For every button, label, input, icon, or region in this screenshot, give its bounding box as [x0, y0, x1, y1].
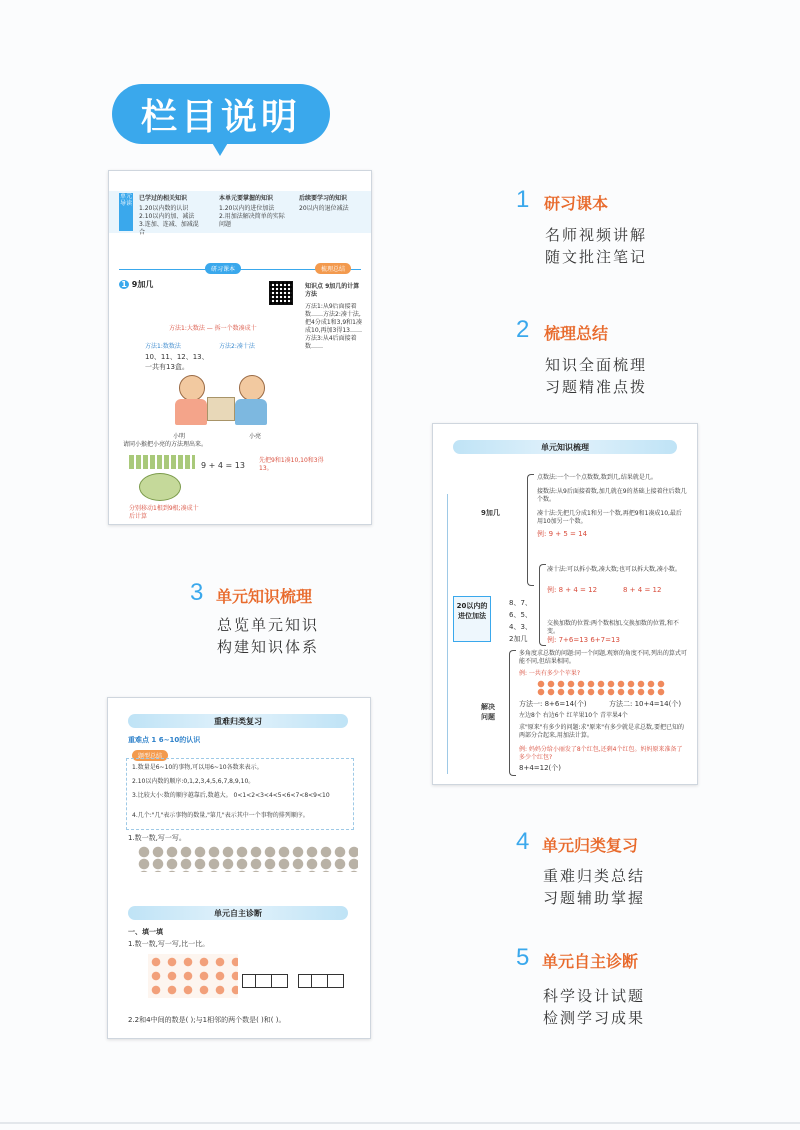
branch1-eq: 例: 9 + 5 = 14	[537, 530, 588, 538]
diagnosis-question-1: 1.数一数,写一写,比一比。	[128, 940, 210, 948]
preview-mindmap-page	[432, 423, 698, 785]
review-header: 重难归类复习	[128, 714, 348, 728]
feature-5-number: 5	[516, 944, 530, 971]
branch3-text-a: 多角度求总数的问题:同一个问题,观察的角度不同,列出的算式可能不同,但结果相同。	[519, 650, 687, 666]
feature-1-line-2: 随文批注笔记	[545, 248, 648, 266]
branch3-text-b: 求"原来"有多少的问题:求"原来"有多少就是求总数,要把已知的两部分合起来,用加法计算。	[519, 724, 684, 740]
mindmap-center: 20以内的进位加法	[453, 596, 491, 642]
calc-equation: 9 + 4 = 13	[201, 461, 245, 470]
feature-2-title: 梳理总结	[544, 324, 609, 343]
branch1-text-b: 接数法:从9后面接着数,加几就在9的基础上接着往后数几个数。	[537, 488, 687, 504]
feature-3-line-1: 总览单元知识	[217, 616, 320, 634]
preview-review-page	[107, 697, 371, 1039]
feature-3-number: 3	[190, 579, 204, 606]
method1: 方法1:数数法	[145, 343, 181, 350]
guide-col1-2: 2.10以内的加、减法	[139, 213, 195, 220]
lesson-heading	[119, 279, 153, 290]
compare-boxes-2	[298, 974, 344, 988]
branch2-eq-c: 例: 7+6=13 6+7=13	[547, 636, 620, 644]
branch2-text-b: 交换加数的位置:两个数相加,交换加数的位置,和不变。	[547, 620, 679, 636]
instruction: 请同小猴把小亮的方法理出来。	[123, 441, 208, 448]
branch3-eq-b: 例: 妈妈分给小丽发了8个红包,还剩4个红包。妈妈原来准备了多少个红包?	[519, 746, 683, 762]
counting-total: 一共有13盒。	[145, 363, 189, 371]
counters-illustration	[129, 455, 195, 469]
bracket-2	[539, 564, 546, 646]
bracket-3	[509, 650, 516, 776]
diagnosis-question-2: 2.2和4中间的数是( );与1相邻的两个数是( )和( )。	[128, 1016, 286, 1024]
review-item-2: 2.10以内数的顺序:0,1,2,3,4,5,6,7,8,9,10。	[132, 778, 255, 785]
tab-study: 研习课本	[205, 263, 241, 274]
feature-3-title: 单元知识梳理	[216, 587, 313, 606]
review-item-3: 3.比较大小:数的顺序越靠后,数越大。 0<1<2<3<4<5<6<7<8<9<10	[132, 792, 330, 799]
feature-4-title: 单元归类复习	[542, 836, 639, 855]
branch-others-3: 4、3、	[509, 623, 532, 631]
feature-3-line-2: 构建知识体系	[217, 638, 320, 656]
branch-others-4: 2加几	[509, 635, 528, 643]
kid-right-body	[235, 399, 267, 425]
guide-col3: 20以内的退位减法	[299, 205, 349, 212]
branch3-method2: 方法二: 10+4=14(个)	[609, 700, 682, 708]
guide-head-2: 本单元要掌握的知识	[219, 195, 274, 202]
counting-numbers: 10、11、12、13、	[145, 353, 209, 361]
guide-col2-2: 2.用加法解决简单的实际问题	[219, 213, 285, 229]
preview-study-page	[108, 170, 372, 525]
method-heading: 方法1:大数法 — 拆一个数凑成十	[169, 325, 257, 332]
branch-others-1: 8、7、	[509, 599, 532, 607]
feature-4-line-1: 重难归类总结	[543, 867, 646, 885]
guide-col1-1: 1.20以内数的认识	[139, 205, 189, 212]
left-rule	[447, 494, 448, 774]
feature-4-line-2: 习题辅助掌握	[543, 889, 646, 907]
review-question-1: 1.数一数,写一写。	[128, 834, 186, 842]
method2: 方法2:凑十法	[219, 343, 255, 350]
review-sub-tag: 题型总结	[132, 750, 168, 761]
feature-2-line-1: 知识全面梳理	[545, 356, 648, 374]
branch-solve: 解决问题	[481, 703, 495, 721]
guide-col1-3: 3.连加、连减、加减混合	[139, 221, 199, 237]
calc-note-bottom: 分别移动1根到9根;凑成十后计算	[129, 505, 199, 521]
feature-1-line-1: 名师视频讲解	[545, 226, 648, 244]
feature-4-number: 4	[516, 828, 530, 855]
calc-explanation: 先把9和1凑10,10和3得13。	[259, 457, 324, 473]
bottom-divider	[0, 1122, 800, 1124]
feature-1-title: 研习课本	[544, 194, 609, 213]
kid-right	[239, 375, 265, 401]
kid-left	[179, 375, 205, 401]
branch-others-2: 6、5、	[509, 611, 532, 619]
mindmap-header: 单元知识梳理	[453, 440, 677, 454]
branch-9plus: 9加几	[481, 509, 500, 517]
guide-col2-1: 1.20以内的进位加法	[219, 205, 275, 212]
review-item-1: 1.数量是6~10的事物,可以用6~10各数来表示。	[132, 764, 263, 771]
branch3-method-note: 左边8个 右边6个 红苹果10个 青苹果4个	[519, 712, 628, 719]
review-answer-boxes	[144, 878, 344, 888]
diagnosis-part: 一、填一填	[128, 928, 163, 936]
review-item-4: 4.几个:"几"表示事物的数量,"第几"表示其中一个事物的排列顺序。	[132, 812, 309, 819]
feature-1-number: 1	[516, 186, 530, 213]
feature-2-line-2: 习题精准点拨	[545, 378, 648, 396]
guide-side-label: 单元导读	[119, 193, 133, 231]
branch2-eq-b: 8 + 4 = 12	[623, 586, 662, 594]
branch1-text-c: 凑十法:先把几分成1和另一个数,再把9和1凑成10,最后用10加另一个数。	[537, 510, 682, 526]
caption-right: 小亮	[249, 433, 262, 440]
guide-head-1: 已学过的相关知识	[139, 195, 188, 202]
guide-head-3: 后续要学习的知识	[299, 195, 348, 202]
sea-illustration	[148, 954, 238, 998]
feature-5-line-1: 科学设计试题	[543, 987, 646, 1005]
page-title: 栏目说明	[140, 96, 301, 138]
branch3-eq-a: 例: 一共有多少个苹果?	[519, 670, 581, 677]
diagnosis-header: 单元自主诊断	[128, 906, 348, 920]
tab-summary: 梳理总结	[315, 263, 351, 274]
compare-boxes-1	[242, 974, 288, 988]
feature-5-line-2: 检测学习成果	[543, 1009, 646, 1027]
apples-row	[537, 680, 667, 696]
right-notes: 方法1:从9后面接着数……方法2:凑十法,把4分成1和3,9和1凑成10,再加3得13……方法3:从4后面接着数……	[305, 303, 362, 351]
title-bubble	[112, 84, 330, 144]
branch2-text-a: 凑十法:可以拆小数,凑大数;也可以拆大数,凑小数。	[547, 566, 681, 573]
qr-code-icon	[269, 281, 293, 305]
right-heading: 知识点 9加几的计算方法	[305, 283, 360, 299]
branch3-eq-c: 8+4=12(个)	[519, 764, 562, 772]
branch3-method1: 方法一: 8+6=14(个)	[519, 700, 587, 708]
box-stack	[207, 397, 235, 421]
review-images-row	[138, 846, 358, 872]
lesson-title: 9加几	[131, 280, 154, 289]
kid-left-body	[175, 399, 207, 425]
kids-illustration	[169, 371, 269, 431]
lesson-number-badge: 1	[119, 280, 129, 289]
branch1-text-a: 点数法:一个一个点数数,数到几,结果就是几。	[537, 474, 657, 481]
feature-5-title: 单元自主诊断	[542, 952, 639, 971]
review-point: 重难点 1 6~10的认识	[128, 736, 201, 744]
feature-2-number: 2	[516, 316, 530, 343]
bracket-1	[527, 474, 534, 586]
branch2-eq-a: 例: 8 + 4 = 12	[547, 586, 598, 594]
title-bubble-tail	[208, 136, 232, 156]
caption-left: 小明	[173, 433, 186, 440]
apples-illustration	[139, 473, 181, 501]
